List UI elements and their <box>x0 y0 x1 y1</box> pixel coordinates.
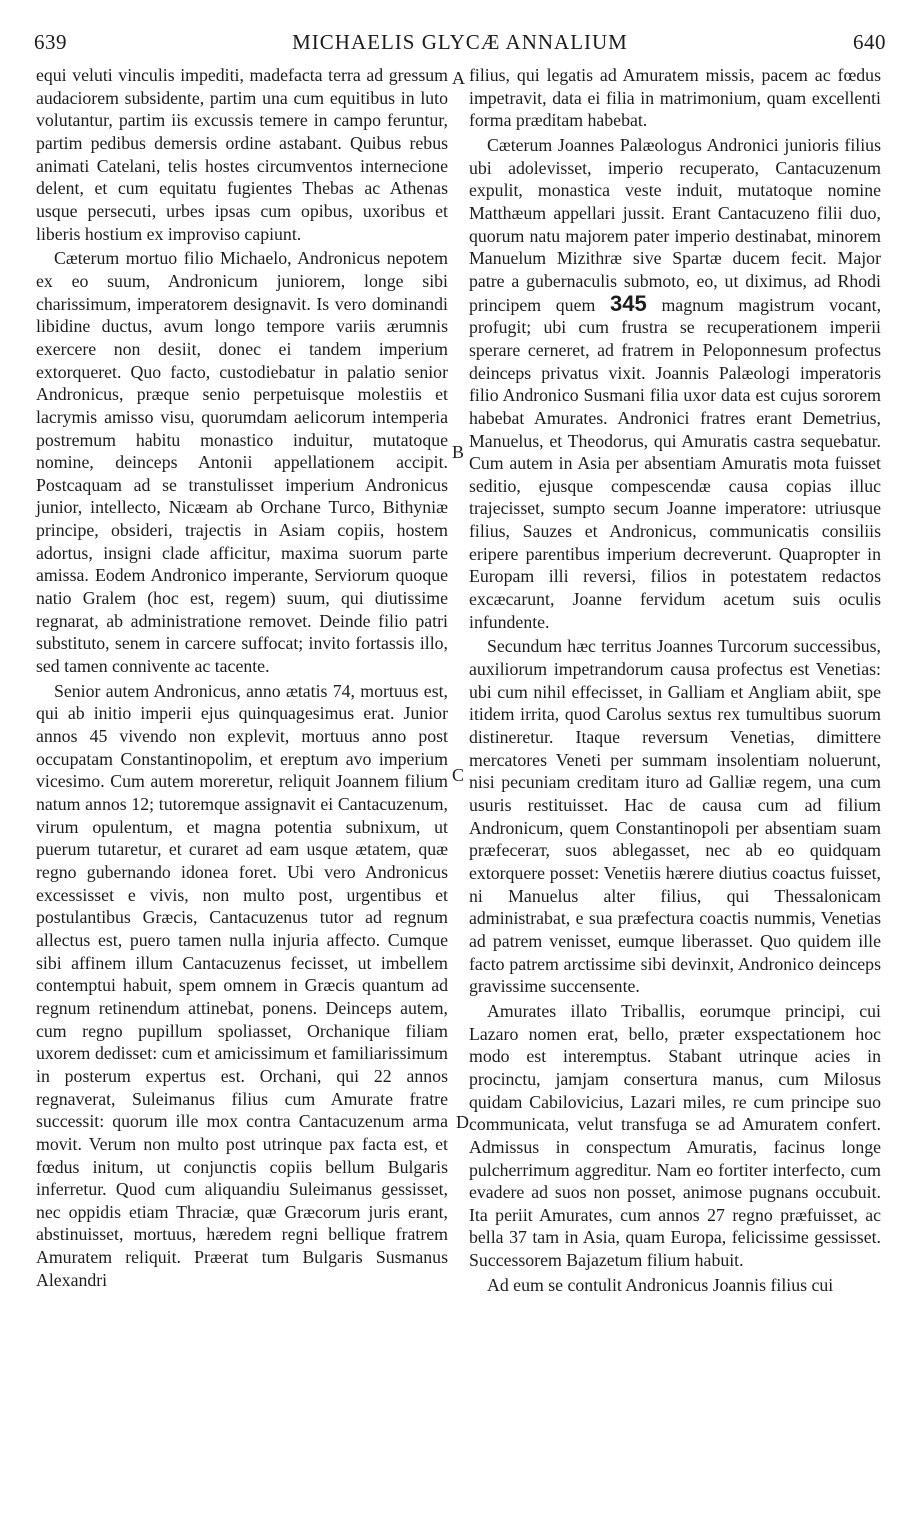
right-paragraph-2-end: magnum magistrum vocant, profugit; ubi cum frustra se recuperationem imperii sperare cerneret, ad fratrem in Peloponnesum profectus deinceps privatus vixit. Joannis Palæologi imperatoris filio Andronico Susmani filia uxor data est cujus sororem habebat Amurates. Andronici fratres erant Demetrius, Manuelus, et Theodorus, qui Amuratis castra sequebatur. Cum autem in Asia per absentiam Amuratis mota fuisset seditio, ejusque compescendæ causa copias illuc trajecisset, sumpto secum Joanne imperatore: utriusque filius, Sauzes et Andronicus, communicatis consiliis eripere parentibus imperium decreverunt. Quapropter in Europam illi reversi, filios in potestatem redactos excæcarunt, Joanne fervidum acetum suis oculis infundente. <box>469 294 882 632</box>
left-paragraph-3: Senior autem Andronicus, anno ætatis 74, mortuus est, qui ab initio imperii ejus quinquagesimus erat. Junior annos 45 vivendo non explevit, mortuus anno post occupatam Constantinopolim, et ereptum avo imperium vicesimo. Cum autem moreretur, reliquit Joannem filium natum annos 12; tutoremque assignavit ei Cantacuzenum, virum opulentum, et magna potentia subnixum, ut puerum tutaretur, et curaret ad eam usque ætatem, quæ regno gubernando idonea foret. Ubi vero Andronicus excessisset e vivis, non multo post, urgentibus et postulantibus Græcis, Cantacuzenus tutor ad regnum allectus est, puero tamen nulla injuria affecto. Cumque sibi affinem illum Cantacuzenus fecisset, ut imbellem contemptui habuit, spem omnem in Græcis quantum ad regnum retinendum attinebat, ponens. Deinceps autem, cum regno pupillum spoliasset, Orchanique filiam uxorem dedisset: cum et amicissimum et familiarissimum in posterum expertus est. Orchani, qui 22 annos regnaverat, Suleimanus filius cum Amurate fratre successit: quorum ille mox contra Cantacuzenum arma movit. Verum non multo post utrinque pax facta est, et fœdus initum, ut conjunctis copiis bellum Bulgaris inferretur. Quod cum aliquandiu Suleimanus gessisset, nec oppidis etiam Thraciæ, quæ Græcorum juris erant, abstinuisset, mortuus, hæredem regni bellique fratrem Amuratem reliquit. Præerat tum Bulgaris Susmanus Alexandri <box>36 680 448 1290</box>
right-paragraph-2-start: Cæterum Joannes Palæologus Andronici junioris filius ubi adolevisset, imperio recuperato, Cantacuzenum expulit, monastica veste induit, mutatoque nomine Matthæum appellari jussit. Erant Cantacuzeno filii duo, quorum natu majorem pater imperio destinabat, minorem Manuelum Mizithræ sive Spartæ ducem fecit. Major patre a gubernaculis submoto, eo, ut diximus, ad Rhodi principem quem <box>469 134 881 315</box>
margin-letter-b: B <box>452 442 465 462</box>
right-paragraph-4: Amurates illato Triballis, eorumque principi, cui Lazaro nomen erat, bello, præter exspectationem hoc modo est interemptus. Stabant utrinque acies in procinctu, jamjam consertura manus, cum Milosus quidam Cabilovicius, Lazari miles, re cum principe suo communicata, velut transfuga se ad Amuratem confert. Admissus in conspectum Amuratis, facinus longe pulcherrimum aggreditur. Nam eo fortiter interfecto, cum evadere ad suos non posset, animose pugnans occubuit. Ita periit Amurates, cum annos 27 regno præfuisset, ac bella 37 tam in Asia, quam Europa, felicissime gessisset. Successorem Bajazetum filium habuit. <box>469 1000 881 1271</box>
left-column <box>36 64 448 1500</box>
left-paragraph-2: Cæterum mortuo filio Michaelo, Andronicus nepotem ex eo suum, Andronicum juniorem, longe sibi charissimum, imperatorem designavit. Is vero dominandi libidine ductus, avum longo tempore variis ærumnis exercere non desiit, donec ei tandem imperium extorqueret. Quo facto, custodiebatur in palatio senior Andronicus, præque senio perpetuisque molestiis et lacrymis amisso visu, quorumdam aelicorum intemperia postremum habitu monastico induitur, mutatoque nomine, deinceps Antonii appellationem accipit. Postcaquam ad se transtulisset imperium Andronicus junior, intellecto, Nicæam ab Orchane Turco, Bithyniæ principe, obsideri, trajectis in Asiam copiis, hostem adortus, insigni clade afficitur, maxima suorum parte amissa. Eodem Andronico imperante, Serviorum quoque natio Gralem (hoc est, regem) suum, qui diutissime regnarat, ab administratione removet. Deinde filio patri substituto, senem in carcere suffocat; invito fortassis illo, sed tamen connivente ac tacente. <box>36 248 448 677</box>
right-paragraph-1: filius, qui legatis ad Amuratem missis, pacem ac fœdus impetravit, data ei filia in matrimonium, quam excellenti forma præditam habebat. <box>469 65 881 131</box>
right-column <box>469 64 881 1500</box>
right-paragraph-5: Ad eum se contulit Andronicus Joannis filius cui <box>487 1274 834 1295</box>
section-number: 345 <box>610 290 647 316</box>
margin-letter-d: D <box>456 1112 469 1132</box>
page-number-right: 640 <box>853 30 886 54</box>
left-paragraph-1: equi veluti vinculis impediti, madefacta terra ad gressum audaciorem subsidente, partim una cum equitibus in luto volutantur, partim iis excussis temere in campo feruntur, partim pedibus demersis ordine astabant. Quibus rebus animati Catelani, telis hostes circumventos internecione delent, et cum equitatu fugientes Thebas ac Athenas usque persecuti, urbes ipsas cum opibus, uxoribus et liberis hostium ex improviso capiunt. <box>36 65 448 244</box>
page-number-left: 639 <box>34 30 67 54</box>
right-paragraph-3: Secundum hæc territus Joannes Turcorum successibus, auxiliorum impetrandorum causa profectus est Venetias: ubi cum nihil effecisset, in Galliam et Angliam abiit, spe itidem irrita, quod Carolus sextus rex tumultibus suorum distineretur. Itaque reversum Venetias, dimittere mercatores Veneti per summam insolentiam noluerunt, nisi pecuniam creditam iturо ad Galliæ regem, una cum usuris restituisset. Hac de causa cum ad filium Andronicum, quem Constantinopoli per absentiam suam præfeceraт, suos ablegasset, nec ab eo quidquam extorquere posset: Venetiis hærere diutius coactus fuisset, ni Manuelus alter filius, qui Thessalonicam administrabat, e sua præfectura coactis nummis, Venetias ad patrem venisset, eumque liberasset. Quo quidem ille facto patrem arctissime sibi devinxit, Andronico deinceps gravissime succensente. <box>469 636 881 997</box>
margin-letter-a: A <box>452 68 465 88</box>
margin-letter-c: C <box>452 765 465 785</box>
right-paragraph-2 <box>469 134 881 633</box>
running-title: MICHAELIS GLYCÆ ANNALIUM <box>292 30 628 54</box>
running-header <box>34 30 886 64</box>
